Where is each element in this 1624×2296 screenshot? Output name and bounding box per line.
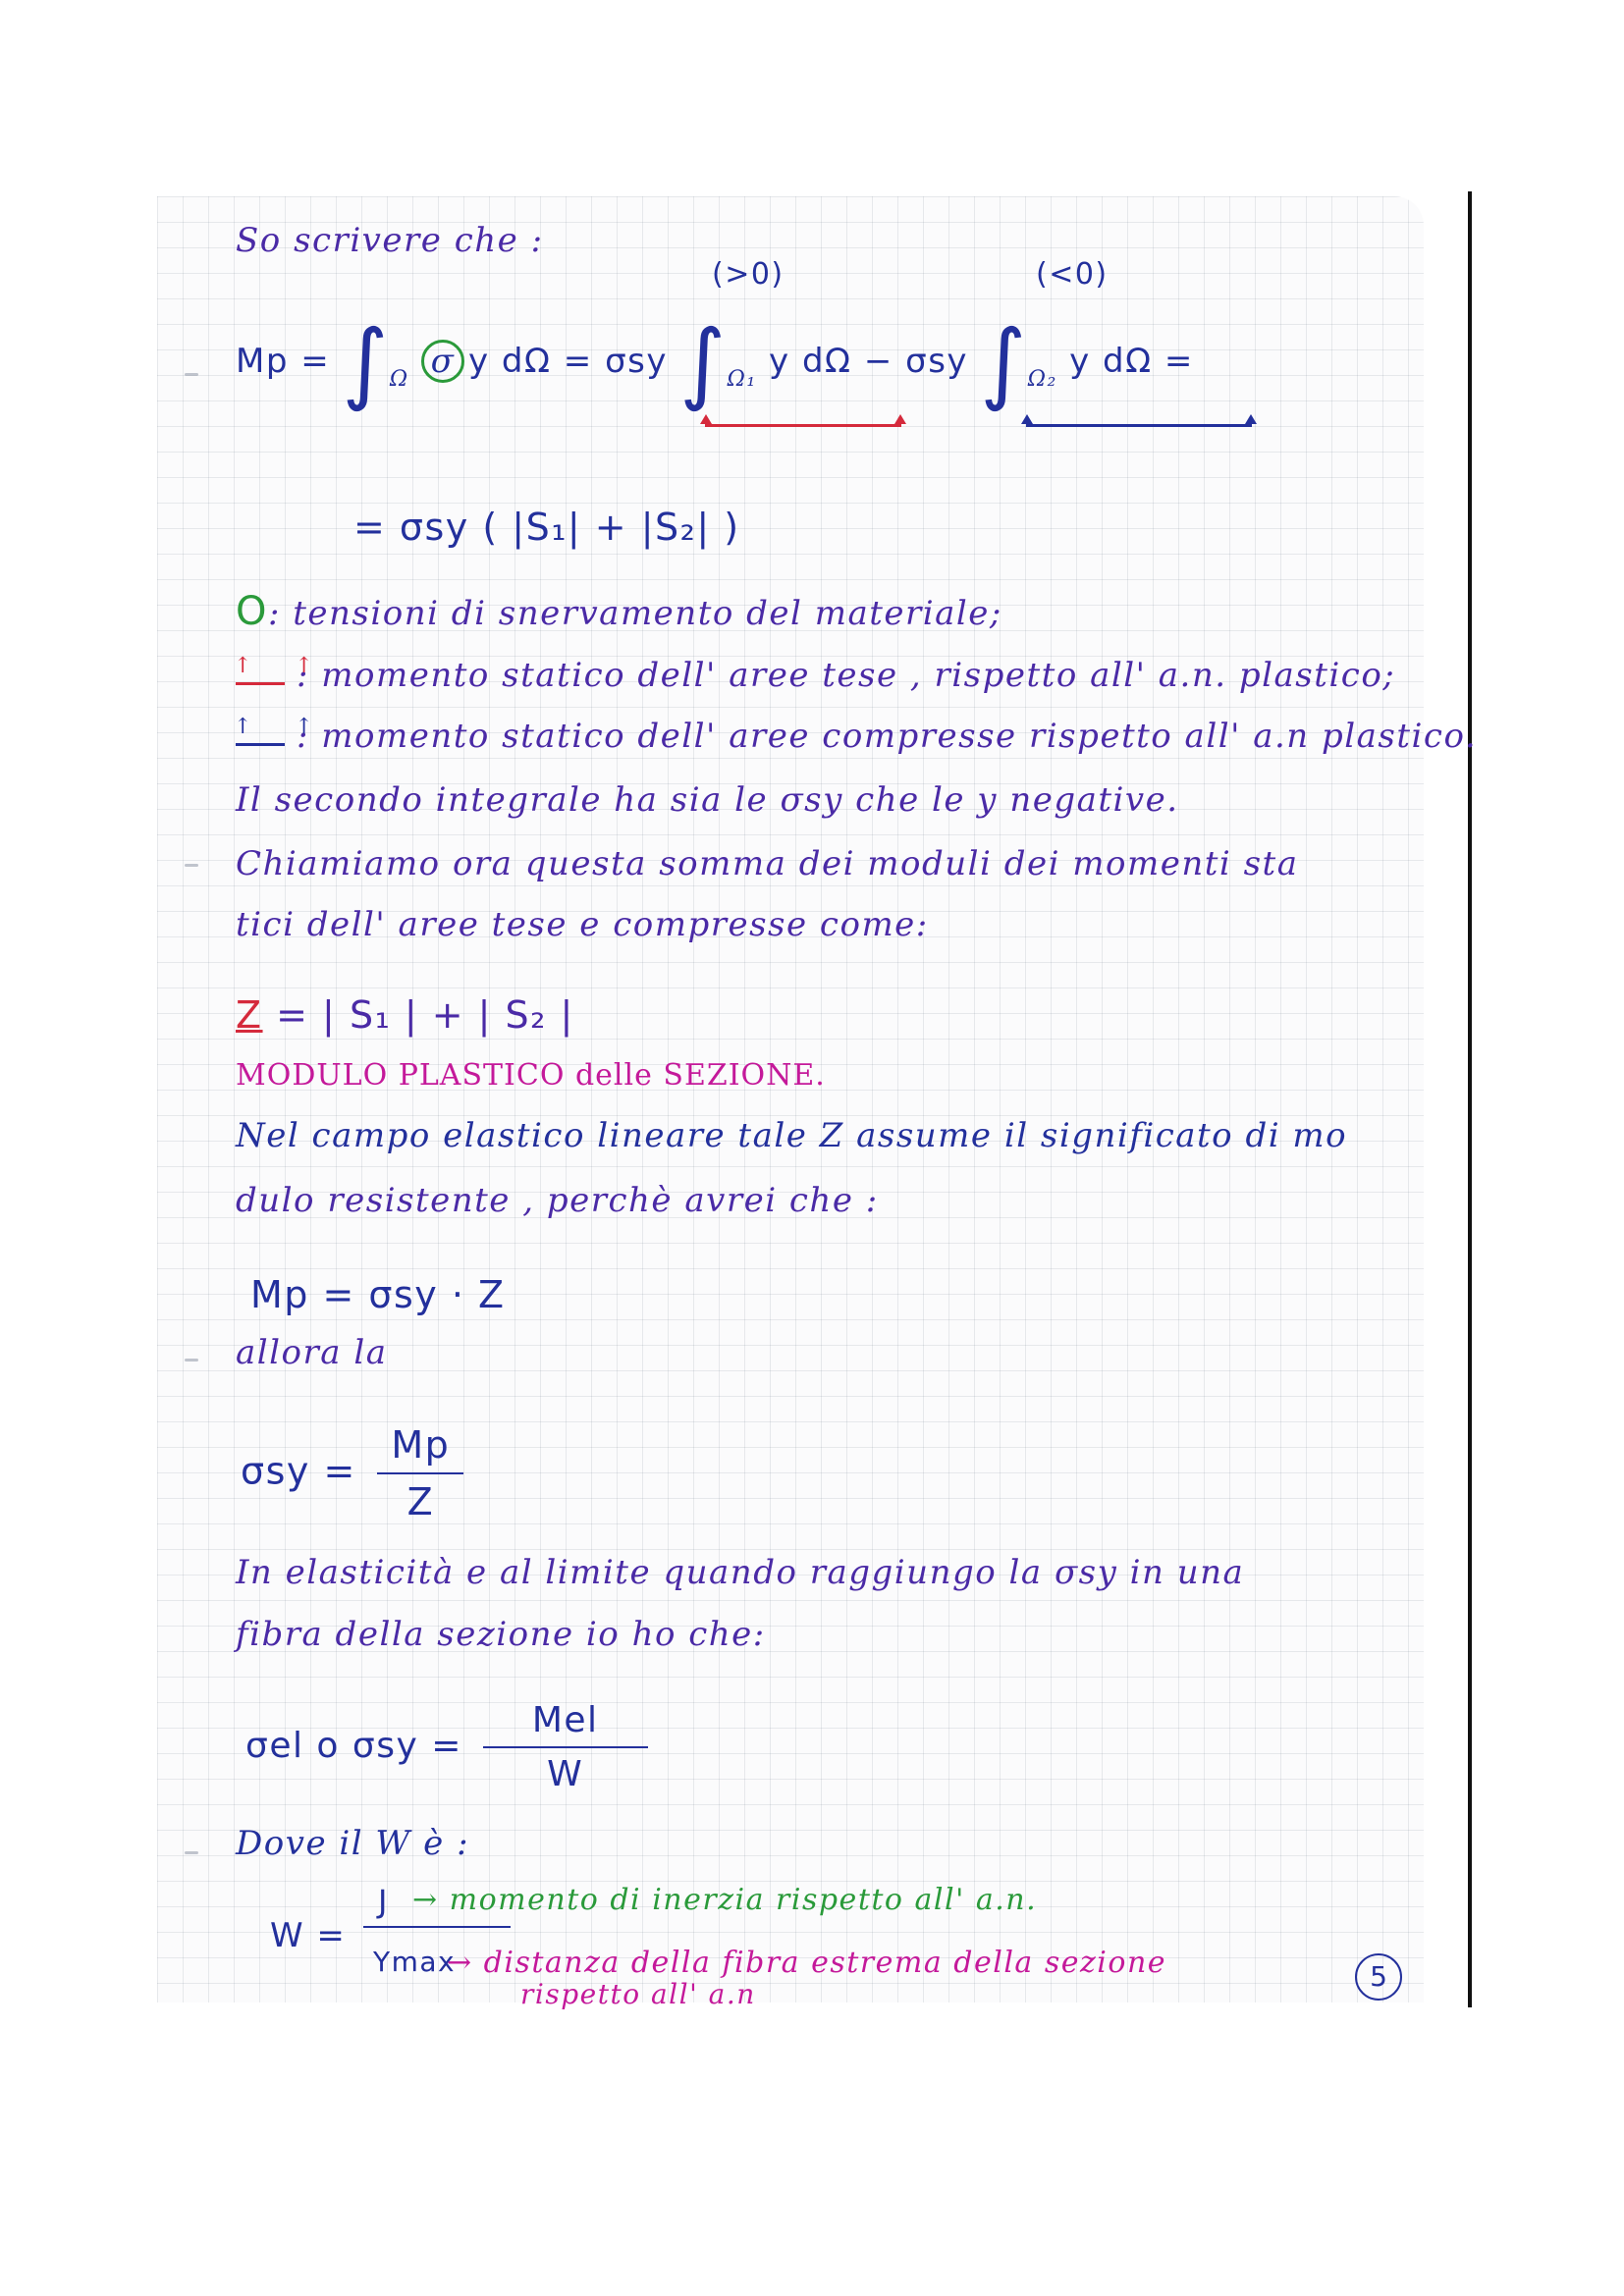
fraction — [377, 1423, 463, 1523]
page-edge — [1468, 191, 1472, 2007]
plastic-moment-result: = σsy ( |S₁| + |S₂| ) — [353, 506, 740, 549]
paragraph-line: Il secondo integrale ha sia le σsy che le y negative. — [236, 780, 1179, 820]
z-expression: = | S₁ | + | S₂ | — [276, 993, 574, 1037]
plastic-modulus-definition — [236, 993, 574, 1037]
fraction — [483, 1700, 648, 1794]
w-numerator: J — [378, 1883, 389, 1920]
integral-sign: ∫ — [980, 311, 1028, 414]
yield-stress-lhs: σsy = — [241, 1449, 356, 1493]
paragraph-line: tici dell' aree tese e compresse come: — [236, 905, 929, 944]
mp-label: Mp = — [236, 342, 331, 381]
legend-circle-text: : tensioni di snervamento del materiale; — [267, 594, 1002, 633]
legend-blue — [236, 717, 1477, 756]
elastic-stress-lhs: σel o σsy = — [245, 1726, 462, 1766]
w-label: W = — [270, 1916, 347, 1955]
plastic-moment-formula — [236, 311, 1194, 414]
w-denominator: Ymax — [373, 1946, 457, 1978]
integral-sign: ∫ — [342, 311, 390, 414]
binder-mark — [185, 373, 198, 376]
integrand-1: y dΩ = σsy — [467, 342, 668, 381]
z-symbol: Z — [236, 993, 263, 1037]
page-number: 5 — [1355, 1953, 1402, 2001]
yield-stress-formula — [241, 1423, 471, 1523]
binder-mark — [185, 1851, 198, 1854]
intro-line: So scrivere che : — [236, 221, 544, 260]
allora-line: allora la — [236, 1333, 388, 1372]
legend-red-text: : momento statico dell' aree tese , rispetto all' a.n. plastico; — [297, 656, 1396, 695]
fraction-bar — [377, 1472, 463, 1474]
fraction-numerator: Mp — [391, 1423, 451, 1467]
condition-negative: (<0) — [1036, 257, 1109, 292]
red-arrow-symbol — [236, 667, 285, 687]
paragraph-line: In elasticità e al limite quando raggiungo la σsy in una — [236, 1553, 1245, 1592]
dove-line: Dove il W è : — [236, 1824, 470, 1863]
integral-domain: Ω — [389, 367, 409, 392]
integrand-3: y dΩ = — [1069, 342, 1194, 381]
integrand-2: y dΩ − σsy — [769, 342, 969, 381]
w-denominator-note-2: rispetto all' a.n — [520, 1978, 756, 2010]
elastic-stress-formula — [245, 1700, 656, 1794]
w-numerator-note: → momento di inerzia rispetto all' a.n. — [412, 1883, 1038, 1917]
tensile-static-moment-marker — [705, 424, 901, 427]
fraction-bar — [483, 1746, 648, 1748]
legend-circle — [236, 589, 1002, 634]
plastic-modulus-heading: MODULO PLASTICO delle SEZIONE. — [236, 1058, 826, 1093]
integral-domain-2: Ω₂ — [1027, 367, 1057, 392]
fraction-numerator: Mel — [531, 1700, 599, 1740]
condition-positive: (>0) — [712, 257, 785, 292]
paragraph-line: dulo resistente , perchè avrei che : — [236, 1181, 879, 1220]
fraction-denominator: W — [547, 1754, 584, 1794]
compressed-static-moment-marker — [1026, 424, 1252, 427]
integral-domain-1: Ω₁ — [727, 367, 757, 392]
legend-blue-text: : momento statico dell' aree compresse rispetto all' a.n plastico. — [297, 717, 1478, 756]
w-fraction-bar — [363, 1926, 511, 1928]
fraction-denominator: Z — [406, 1480, 435, 1523]
legend-red — [236, 656, 1395, 695]
paragraph-line: fibra della sezione io ho che: — [236, 1615, 766, 1654]
circled-sigma: σ — [421, 340, 464, 383]
paragraph-line: Nel campo elastico lineare tale Z assume il significato di mo — [236, 1116, 1348, 1155]
w-denominator-note: → distanza della fibra estrema della sezione — [447, 1946, 1167, 1980]
integral-sign: ∫ — [679, 311, 728, 414]
binder-mark — [185, 1359, 198, 1362]
mp-equation: Mp = σsy · Z — [250, 1273, 506, 1316]
binder-mark — [185, 864, 198, 867]
circle-symbol: O — [236, 589, 268, 634]
blue-arrow-symbol — [236, 728, 285, 748]
paragraph-line: Chiamiamo ora questa somma dei moduli dei momenti sta — [236, 844, 1299, 883]
